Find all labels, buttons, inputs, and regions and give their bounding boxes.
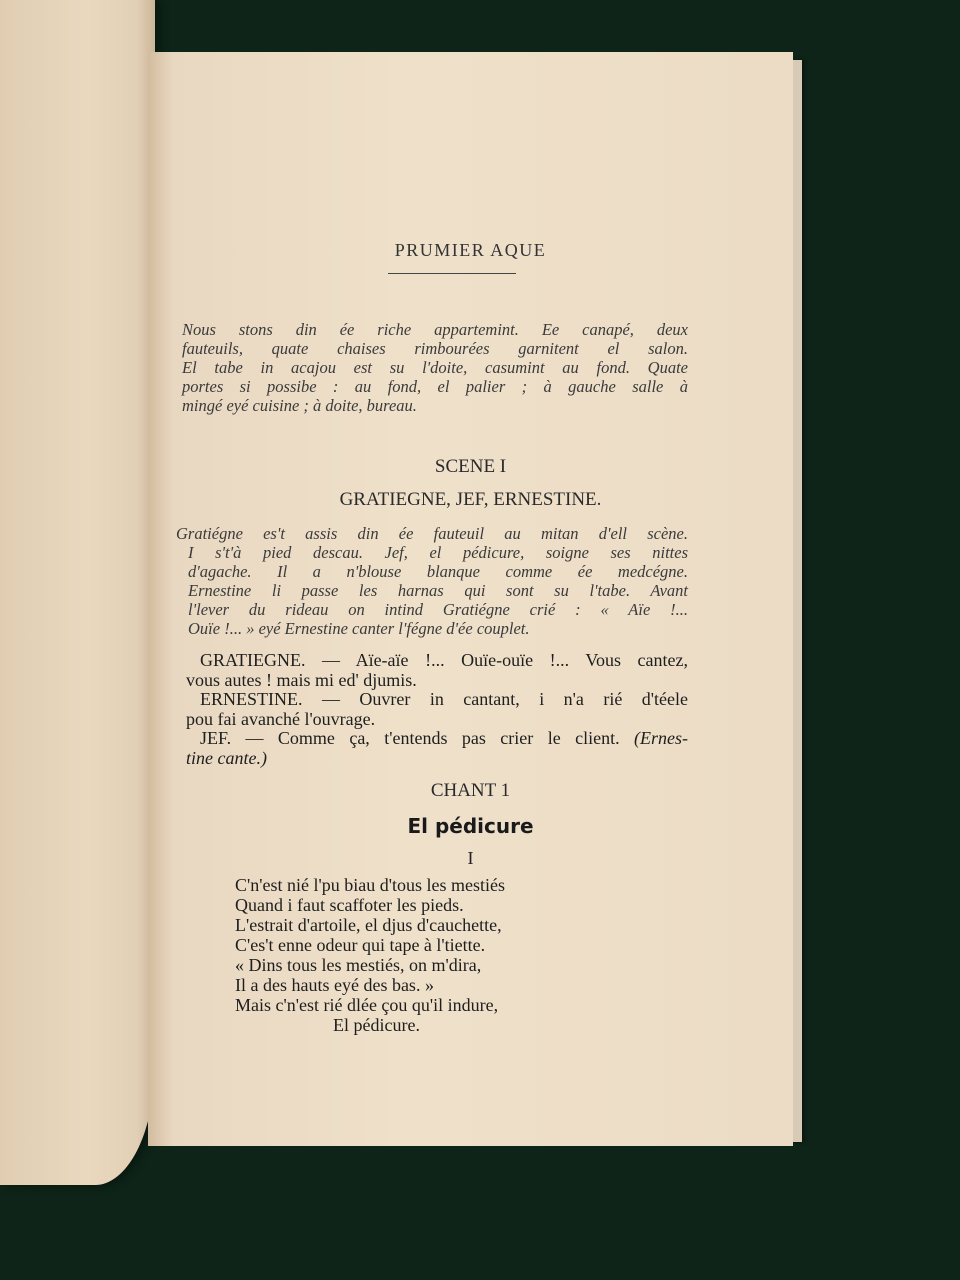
dialogue-line: pou fai avanché l'ouvrage. xyxy=(186,708,376,729)
stage-direction-scene xyxy=(176,524,688,638)
verse-line: C'es't enne odeur qui tape à l'tiette. xyxy=(235,935,486,955)
verse-line: « Dins tous les mestiés, on m'dira, xyxy=(235,955,482,975)
title-divider xyxy=(388,273,516,274)
verse-line: Il a des hauts eyé des bas. » xyxy=(235,975,434,995)
scene-heading: SCENE I xyxy=(434,456,507,477)
dialogue-line xyxy=(186,729,688,749)
stage-line: d'agache. Il a n'blouse blanque comme ée medcégne. xyxy=(188,562,688,581)
stage-line: Ouïe !... » eyé Ernestine canter l'fégne d'ée couplet. xyxy=(188,619,530,638)
verse-number: I xyxy=(467,848,474,868)
dialogue-text: JEF. — Comme ça, t'entends pas crier le client. xyxy=(200,728,620,748)
dialogue-line: vous autes ! mais mi ed' djumis. xyxy=(186,669,417,690)
song-title: El pédicure xyxy=(407,814,534,838)
dialogue-stage-note: tine cante.) xyxy=(186,747,267,768)
verse-line: C'n'est nié l'pu biau d'tous les mestiés xyxy=(235,875,505,895)
stage-line: Gratiégne es't assis din ée fauteuil au mitan d'ell scène. xyxy=(176,524,688,543)
act-title: PRUMIER AQUE xyxy=(394,240,547,260)
verse-line: Mais c'n'est rié dlée çou qu'il indure, xyxy=(235,995,499,1015)
chant-heading: CHANT 1 xyxy=(430,780,511,801)
dialogue-line: ERNESTINE. — Ouvrer in cantant, i n'a rié d'téele xyxy=(200,689,688,709)
stage-line: portes si possibe : au fond, el palier ; à gauche salle à xyxy=(182,377,688,396)
stage-line: I s't'à pied descau. Jef, el pédicure, soigne ses nittes xyxy=(188,543,688,562)
verse-line: Quand i faut scaffoter les pieds. xyxy=(235,895,464,915)
stage-line: Ernestine li passe les harnas qui sont su l'tabe. Avant xyxy=(188,581,688,600)
stage-line: l'lever du rideau on intind Gratiégne crié : « Aïe !... xyxy=(188,600,688,619)
left-page xyxy=(0,0,155,1185)
dialogue-line xyxy=(186,749,688,769)
dialogue xyxy=(186,651,688,768)
verse xyxy=(235,875,505,1035)
dialogue-stage-note: (Ernes- xyxy=(634,728,688,748)
stage-direction-setting xyxy=(182,320,688,415)
stage-line: mingé eyé cuisine ; à doite, bureau. xyxy=(182,396,417,415)
dialogue-line: GRATIEGNE. — Aïe-aïe !... Ouïe-ouïe !... Vous cantez, xyxy=(200,650,688,670)
stage-line: El tabe in acajou est su l'doite, casumint au fond. Quate xyxy=(182,358,688,377)
page-edge xyxy=(792,60,802,1142)
stage-line: Nous stons din ée riche appartemint. Ee canapé, deux xyxy=(182,320,688,339)
scene-characters: GRATIEGNE, JEF, ERNESTINE. xyxy=(339,489,602,510)
stage-line: fauteuils, quate chaises rimbourées garnitent el salon. xyxy=(182,339,688,358)
right-page xyxy=(148,52,793,1146)
verse-refrain: El pédicure. xyxy=(333,1015,420,1035)
verse-line: L'estrait d'artoile, el djus d'cauchette, xyxy=(235,915,502,935)
